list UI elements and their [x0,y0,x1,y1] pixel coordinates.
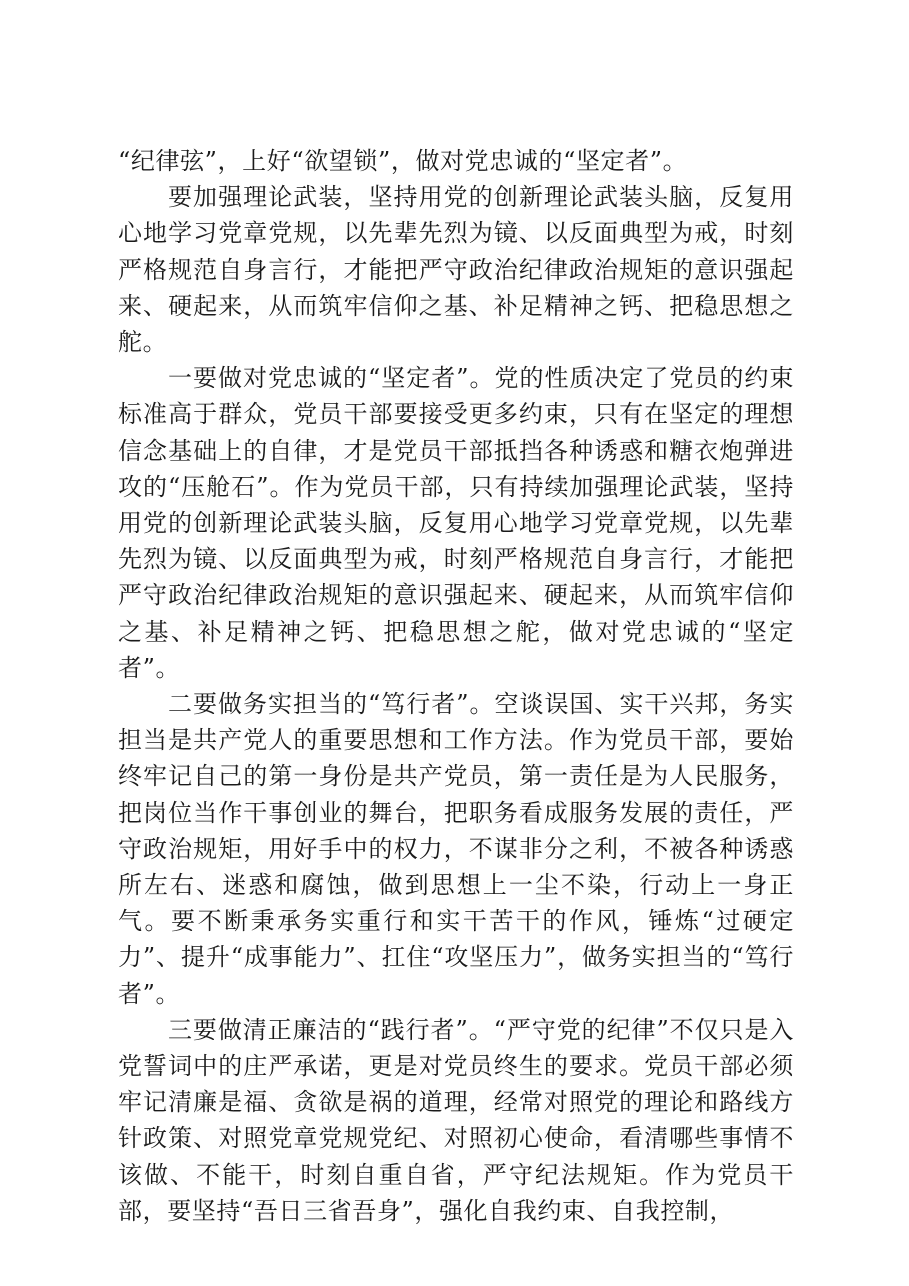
paragraph-theory-arming: 要加强理论武装，坚持用党的创新理论武装头脑，反复用心地学习党章党规，以先辈先烈为镜、以反面典型为戒，时刻严格规范自身言行，才能把严守政治纪律政治规矩的意识强起来、硬起来，从而筑牢信仰之基、补足精神之钙、把稳思想之舵。 [118,183,794,357]
paragraph-pragmatic: 二要做务实担当的“笃行者”。空谈误国、实干兴邦，务实担当是共产党人的重要思想和工作方法。作为党员干部，要始终牢记自己的第一身份是共产党员，第一责任是为人民服务，把岗位当作干事创业的舞台，把职务看成服务发展的责任，严守政治规矩，用好手中的权力，不谋非分之利，不被各种诱惑所左右、迷惑和腐蚀，做到思想上一尘不染，行动上一身正气。要不断秉承务实重行和实干苦干的作风，锤炼“过硬定力”、提升“成事能力”、扛住“攻坚压力”，做务实担当的“笃行者”。 [118,690,794,1008]
paragraph-loyalty: 一要做对党忠诚的“坚定者”。党的性质决定了党员的约束标准高于群众，党员干部要接受更多约束，只有在坚定的理想信念基础上的自律，才是党员干部抵挡各种诱惑和糖衣炮弹进攻的“压舱石”。作为党员干部，只有持续加强理论武装，坚持用党的创新理论武装头脑，反复用心地学习党章党规，以先辈先烈为镜、以反面典型为戒，时刻严格规范自身言行，才能把严守政治纪律政治规矩的意识强起来、硬起来，从而筑牢信仰之基、补足精神之钙、把稳思想之舵，做对党忠诚的“坚定者”。 [118,364,794,682]
document-body [118,143,794,1229]
paragraph-integrity: 三要做清正廉洁的“践行者”。“严守党的纪律”不仅只是入党誓词中的庄严承诺，更是对党员终生的要求。党员干部必须牢记清廉是福、贪欲是祸的道理，经常对照党的理论和路线方针政策、对照党章党规党纪、对照初心使命，看清哪些事情不该做、不能干，时刻自重自省，严守纪法规矩。作为党员干部，要坚持“吾日三省吾身”，强化自我约束、自我控制， [118,1015,794,1225]
paragraph-continuation: “纪律弦”，上好“欲望锁”，做对党忠诚的“坚定者”。 [118,147,688,175]
